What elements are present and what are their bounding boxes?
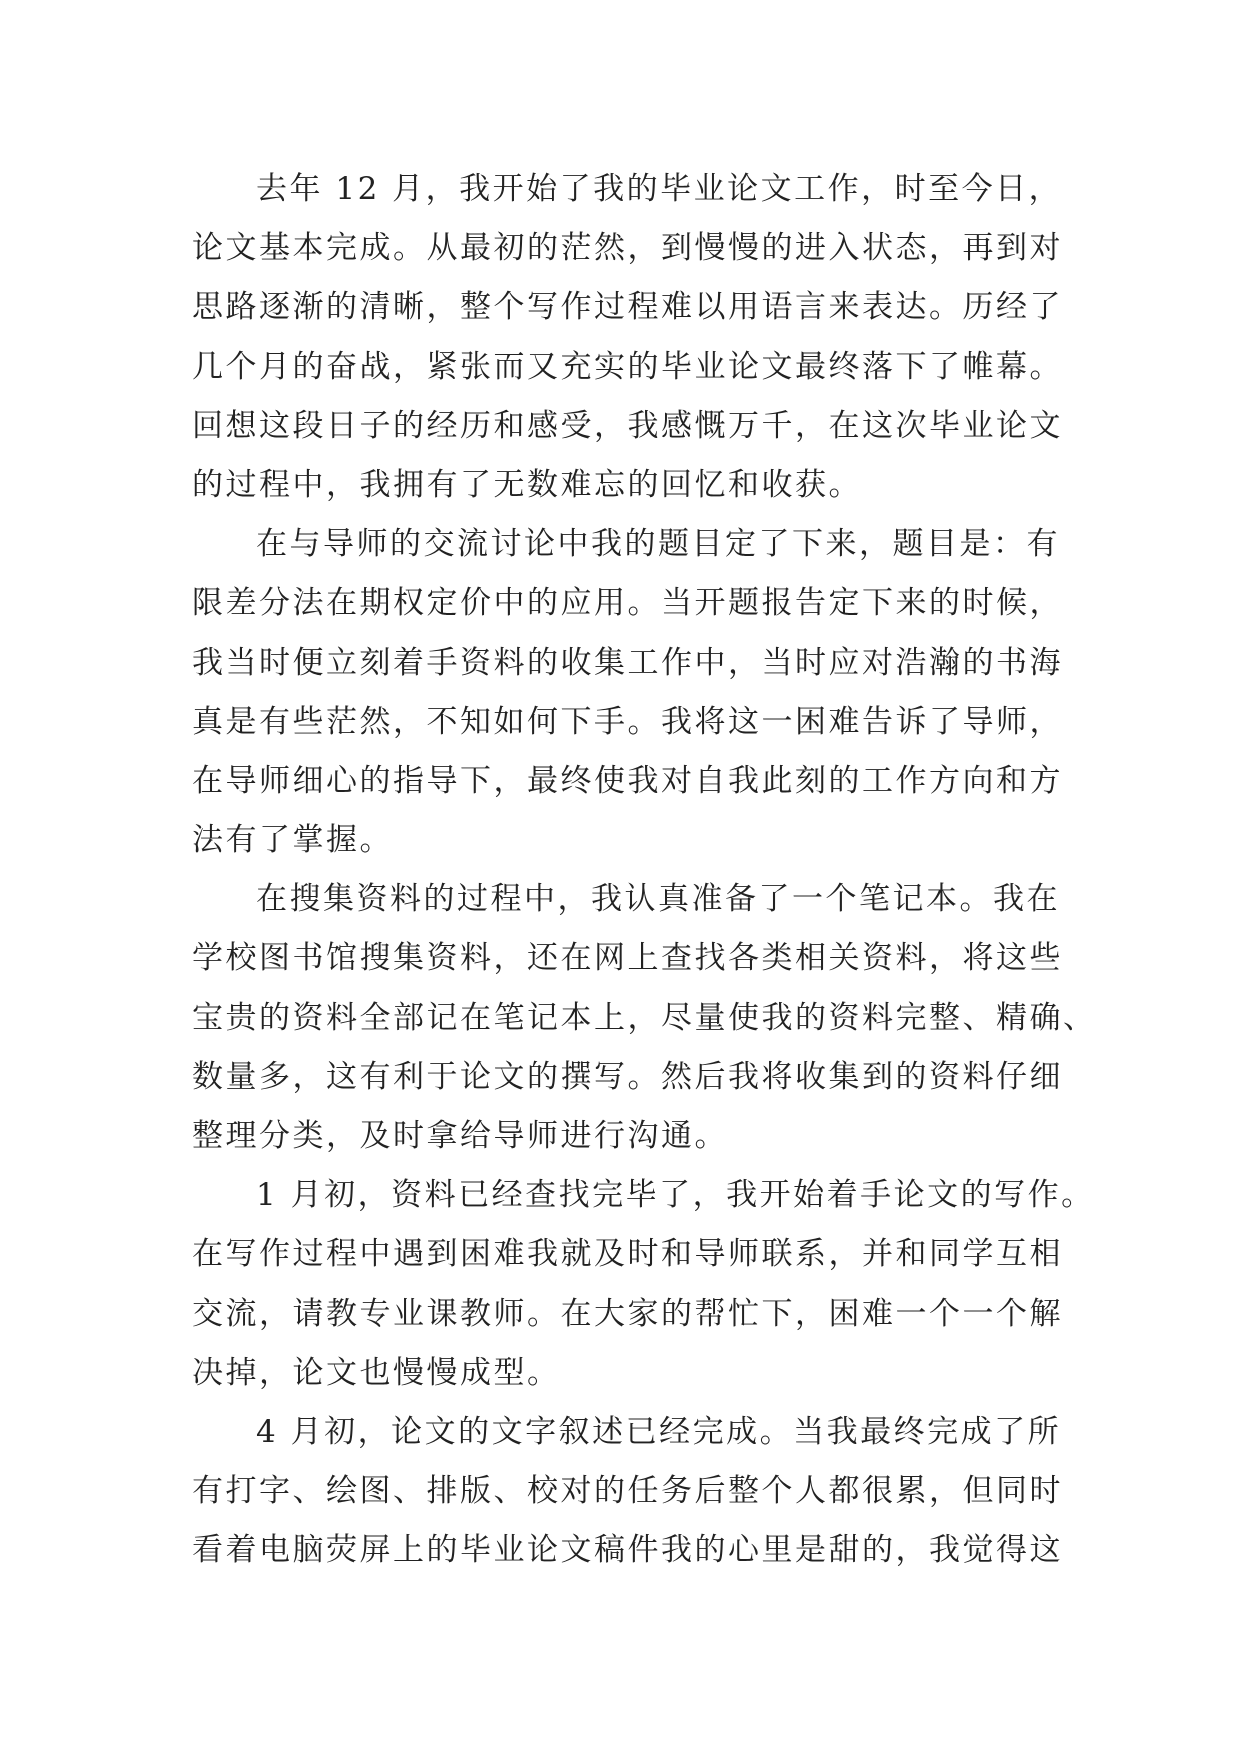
text-line: 宝贵的资料全部记在笔记本上，尽量使我的资料完整、精确、 (192, 999, 1097, 1036)
text-line: 在导师细心的指导下，最终使我对自我此刻的工作方向和方 (192, 762, 1063, 799)
text-line: 在与导师的交流讨论中我的题目定了下来，题目是：有 (256, 526, 1060, 563)
body-text (192, 160, 1097, 1581)
text-line: 在写作过程中遇到困难我就及时和导师联系，并和同学互相 (192, 1236, 1063, 1273)
text-line: 1 月初，资料已经查找完毕了，我开始着手论文的写作。 (256, 1177, 1095, 1214)
text-line: 看着电脑荧屏上的毕业论文稿件我的心里是甜的，我觉得这 (192, 1532, 1063, 1569)
text-line: 几个月的奋战，紧张而又充实的毕业论文最终落下了帷幕。 (192, 348, 1063, 385)
text-line: 学校图书馆搜集资料，还在网上查找各类相关资料，将这些 (192, 940, 1063, 977)
text-line: 在搜集资料的过程中，我认真准备了一个笔记本。我在 (256, 881, 1060, 918)
text-line: 法有了掌握。 (192, 822, 393, 859)
text-line: 思路逐渐的清晰，整个写作过程难以用语言来表达。历经了 (192, 289, 1063, 326)
text-line: 论文基本完成。从最初的茫然，到慢慢的进入状态，再到对 (192, 230, 1063, 267)
text-line: 回想这段日子的经历和感受，我感慨万千，在这次毕业论文 (192, 407, 1063, 444)
text-line: 的过程中，我拥有了无数难忘的回忆和收获。 (192, 466, 862, 503)
text-line: 有打字、绘图、排版、校对的任务后整个人都很累，但同时 (192, 1473, 1063, 1510)
text-line: 决掉，论文也慢慢成型。 (192, 1354, 561, 1391)
text-line: 去年 12 月，我开始了我的毕业论文工作，时至今日， (256, 171, 1063, 207)
text-line: 我当时便立刻着手资料的收集工作中，当时应对浩瀚的书海 (192, 644, 1063, 681)
text-line: 交流，请教专业课教师。在大家的帮忙下，困难一个一个解 (192, 1295, 1063, 1332)
text-line: 限差分法在期权定价中的应用。当开题报告定下来的时候， (192, 585, 1063, 622)
text-line: 真是有些茫然，不知如何下手。我将这一困难告诉了导师， (192, 703, 1063, 740)
text-line: 整理分类，及时拿给导师进行沟通。 (192, 1118, 728, 1154)
text-line: 4 月初，论文的文字叙述已经完成。当我最终完成了所 (256, 1413, 1062, 1450)
text-line: 数量多，这有利于论文的撰写。然后我将收集到的资料仔细 (192, 1058, 1063, 1095)
